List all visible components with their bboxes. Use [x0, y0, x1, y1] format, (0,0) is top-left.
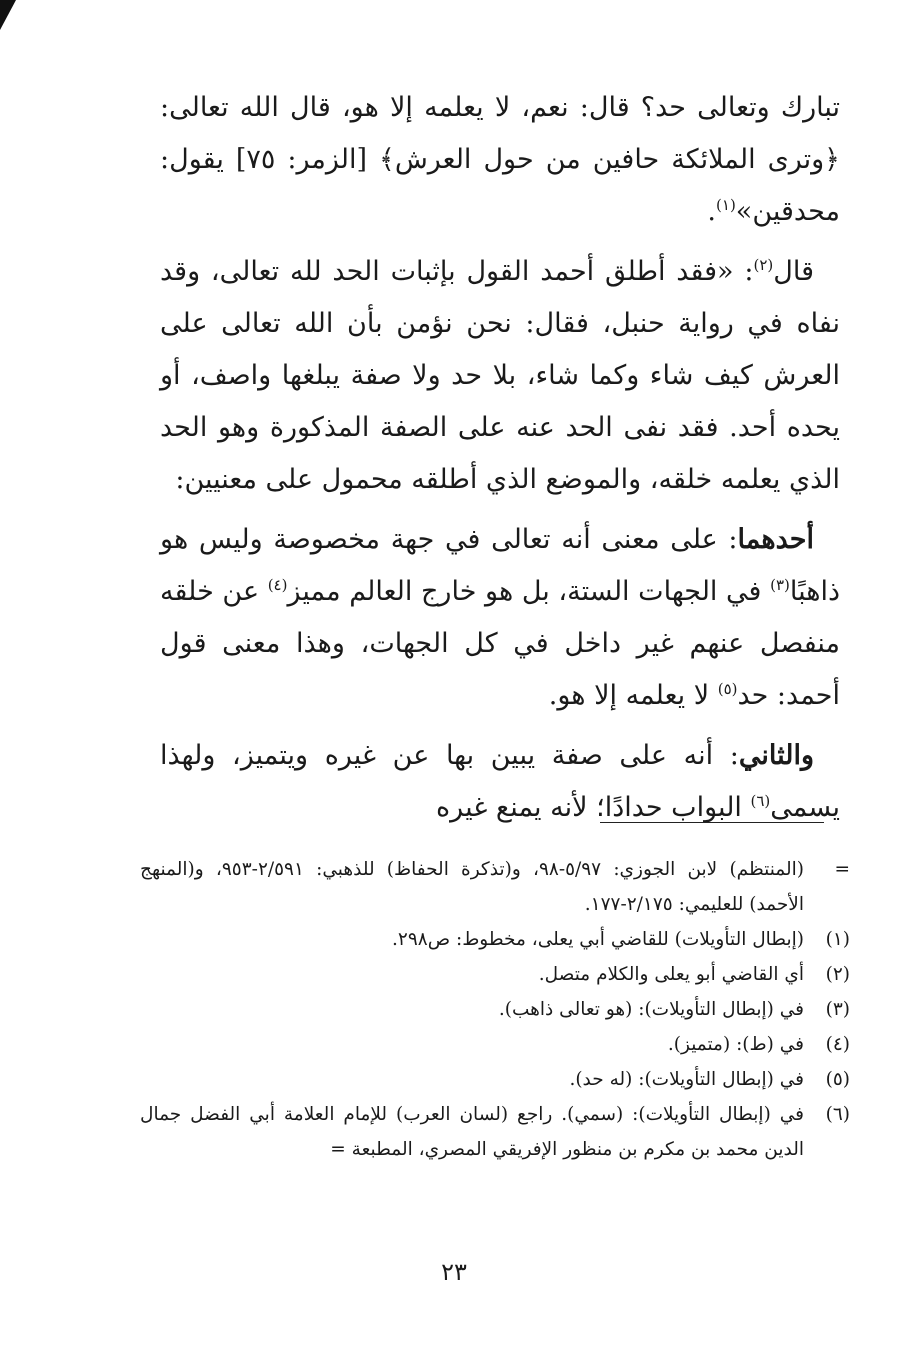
paragraph-4-text-b: البواب حدادًا؛ لأنه يمنع غيره: [436, 792, 751, 823]
paragraph-1-end: .: [707, 196, 717, 227]
paragraph-3-text-c: عن خلقه منفصل عنهم غير داخل في كل الجهات، وهذا معنى قول أحمد: حد: [160, 576, 840, 711]
footnote-text: (إبطال التأويلات) للقاضي أبي يعلى، مخطوط: ص٢٩٨.: [392, 929, 804, 950]
footnote-6: [140, 1097, 850, 1167]
paragraph-3-text-a: : على معنى أنه تعالى في جهة مخصوصة وليس هو ذاهبًا: [160, 524, 841, 607]
paragraph-4-lead: والثاني: [738, 740, 814, 771]
paragraph-2-start: قال: [773, 256, 814, 287]
footnotes: [140, 852, 850, 1167]
paragraph-2-text: : «فقد أطلق أحمد القول بإثبات الحد لله تعالى، وقد نفاه في رواية حنبل، فقال: نحن نؤمن بأن الله تعالى على العرش كيف شاء وكما شاء، بلا حد ولا صفة يبلغها واصف، أو يحده أحد. فقد نفى الحد عنه على الصفة المذكورة وهو الحد الذي يعلمه خلقه، والموضع الذي أطلقه محمول على معنيين:: [160, 256, 840, 495]
paragraph-3-text-b: في الجهات الستة، بل هو خارج العالم مميز: [287, 576, 771, 607]
footnote-number: (٣): [825, 999, 850, 1020]
paragraph-3: [160, 514, 840, 722]
footnote-2: [140, 957, 850, 992]
paragraph-2: [160, 246, 840, 506]
footnote-number: (٥): [825, 1069, 850, 1090]
paragraph-4-text-a: : أنه على صفة يبين بها عن غيره ويتميز، ولهذا يسمى: [160, 740, 840, 823]
footnote-ref-3[interactable]: (٣): [770, 576, 790, 594]
continuation-mark: =: [834, 859, 850, 880]
footnote-ref-1[interactable]: (١): [716, 196, 736, 214]
footnote-5: [140, 1062, 850, 1097]
footnote-text: أي القاضي أبو يعلى والكلام متصل.: [538, 964, 804, 985]
footnote-text: في (إبطال التأويلات): (هو تعالى ذاهب).: [498, 999, 804, 1020]
footnote-ref-2[interactable]: (٢): [753, 256, 774, 274]
footnote-3: [140, 992, 850, 1027]
footnote-text: في (إبطال التأويلات): (له حد).: [569, 1069, 804, 1090]
paragraph-3-lead: أحدهما: [737, 524, 814, 555]
paragraph-1-text: تبارك وتعالى حد؟ قال: نعم، لا يعلمه إلا هو، قال الله تعالى: ﴿وترى الملائكة حافين من حول العرش﴾ [الزمر: ٧٥] يقول: محدقين»: [160, 92, 840, 227]
footnote-continuation: [140, 852, 850, 922]
paragraph-3-text-d: لا يعلمه إلا هو.: [548, 680, 718, 711]
footnote-number: (٤): [825, 1034, 850, 1055]
footnote-ref-6[interactable]: (٦): [750, 792, 771, 810]
footnote-ref-4[interactable]: (٤): [267, 576, 288, 594]
footnote-ref-5[interactable]: (٥): [717, 680, 738, 698]
footnote-1: [140, 922, 850, 957]
paragraph-1: [160, 82, 840, 238]
footnote-number: (١): [825, 929, 850, 950]
continuation-text: (المنتظم) لابن الجوزي: ٥/٩٧-٩٨، و(تذكرة الحفاظ) للذهبي: ٢/٥٩١-٩٥٣، و(المنهج الأحمد) للعليمي: ٢/١٧٥-١٧٧.: [140, 859, 804, 915]
footnote-text: في (إبطال التأويلات): (سمي). راجع (لسان العرب) للإمام العلامة أبي الفضل جمال الدين محمد بن مكرم بن منظور الإفريقي المصري، المطبعة =: [140, 1104, 804, 1160]
footnote-divider: [600, 822, 824, 823]
footnote-4: [140, 1027, 850, 1062]
page-number: ٢٣: [441, 1258, 467, 1286]
paragraph-4: [160, 730, 840, 834]
footnote-text: في (ط): (متميز).: [667, 1034, 804, 1055]
footnote-number: (٦): [825, 1104, 850, 1125]
footnote-number: (٢): [825, 964, 850, 985]
main-text: [160, 82, 840, 842]
page-corner-mark: [0, 0, 16, 30]
